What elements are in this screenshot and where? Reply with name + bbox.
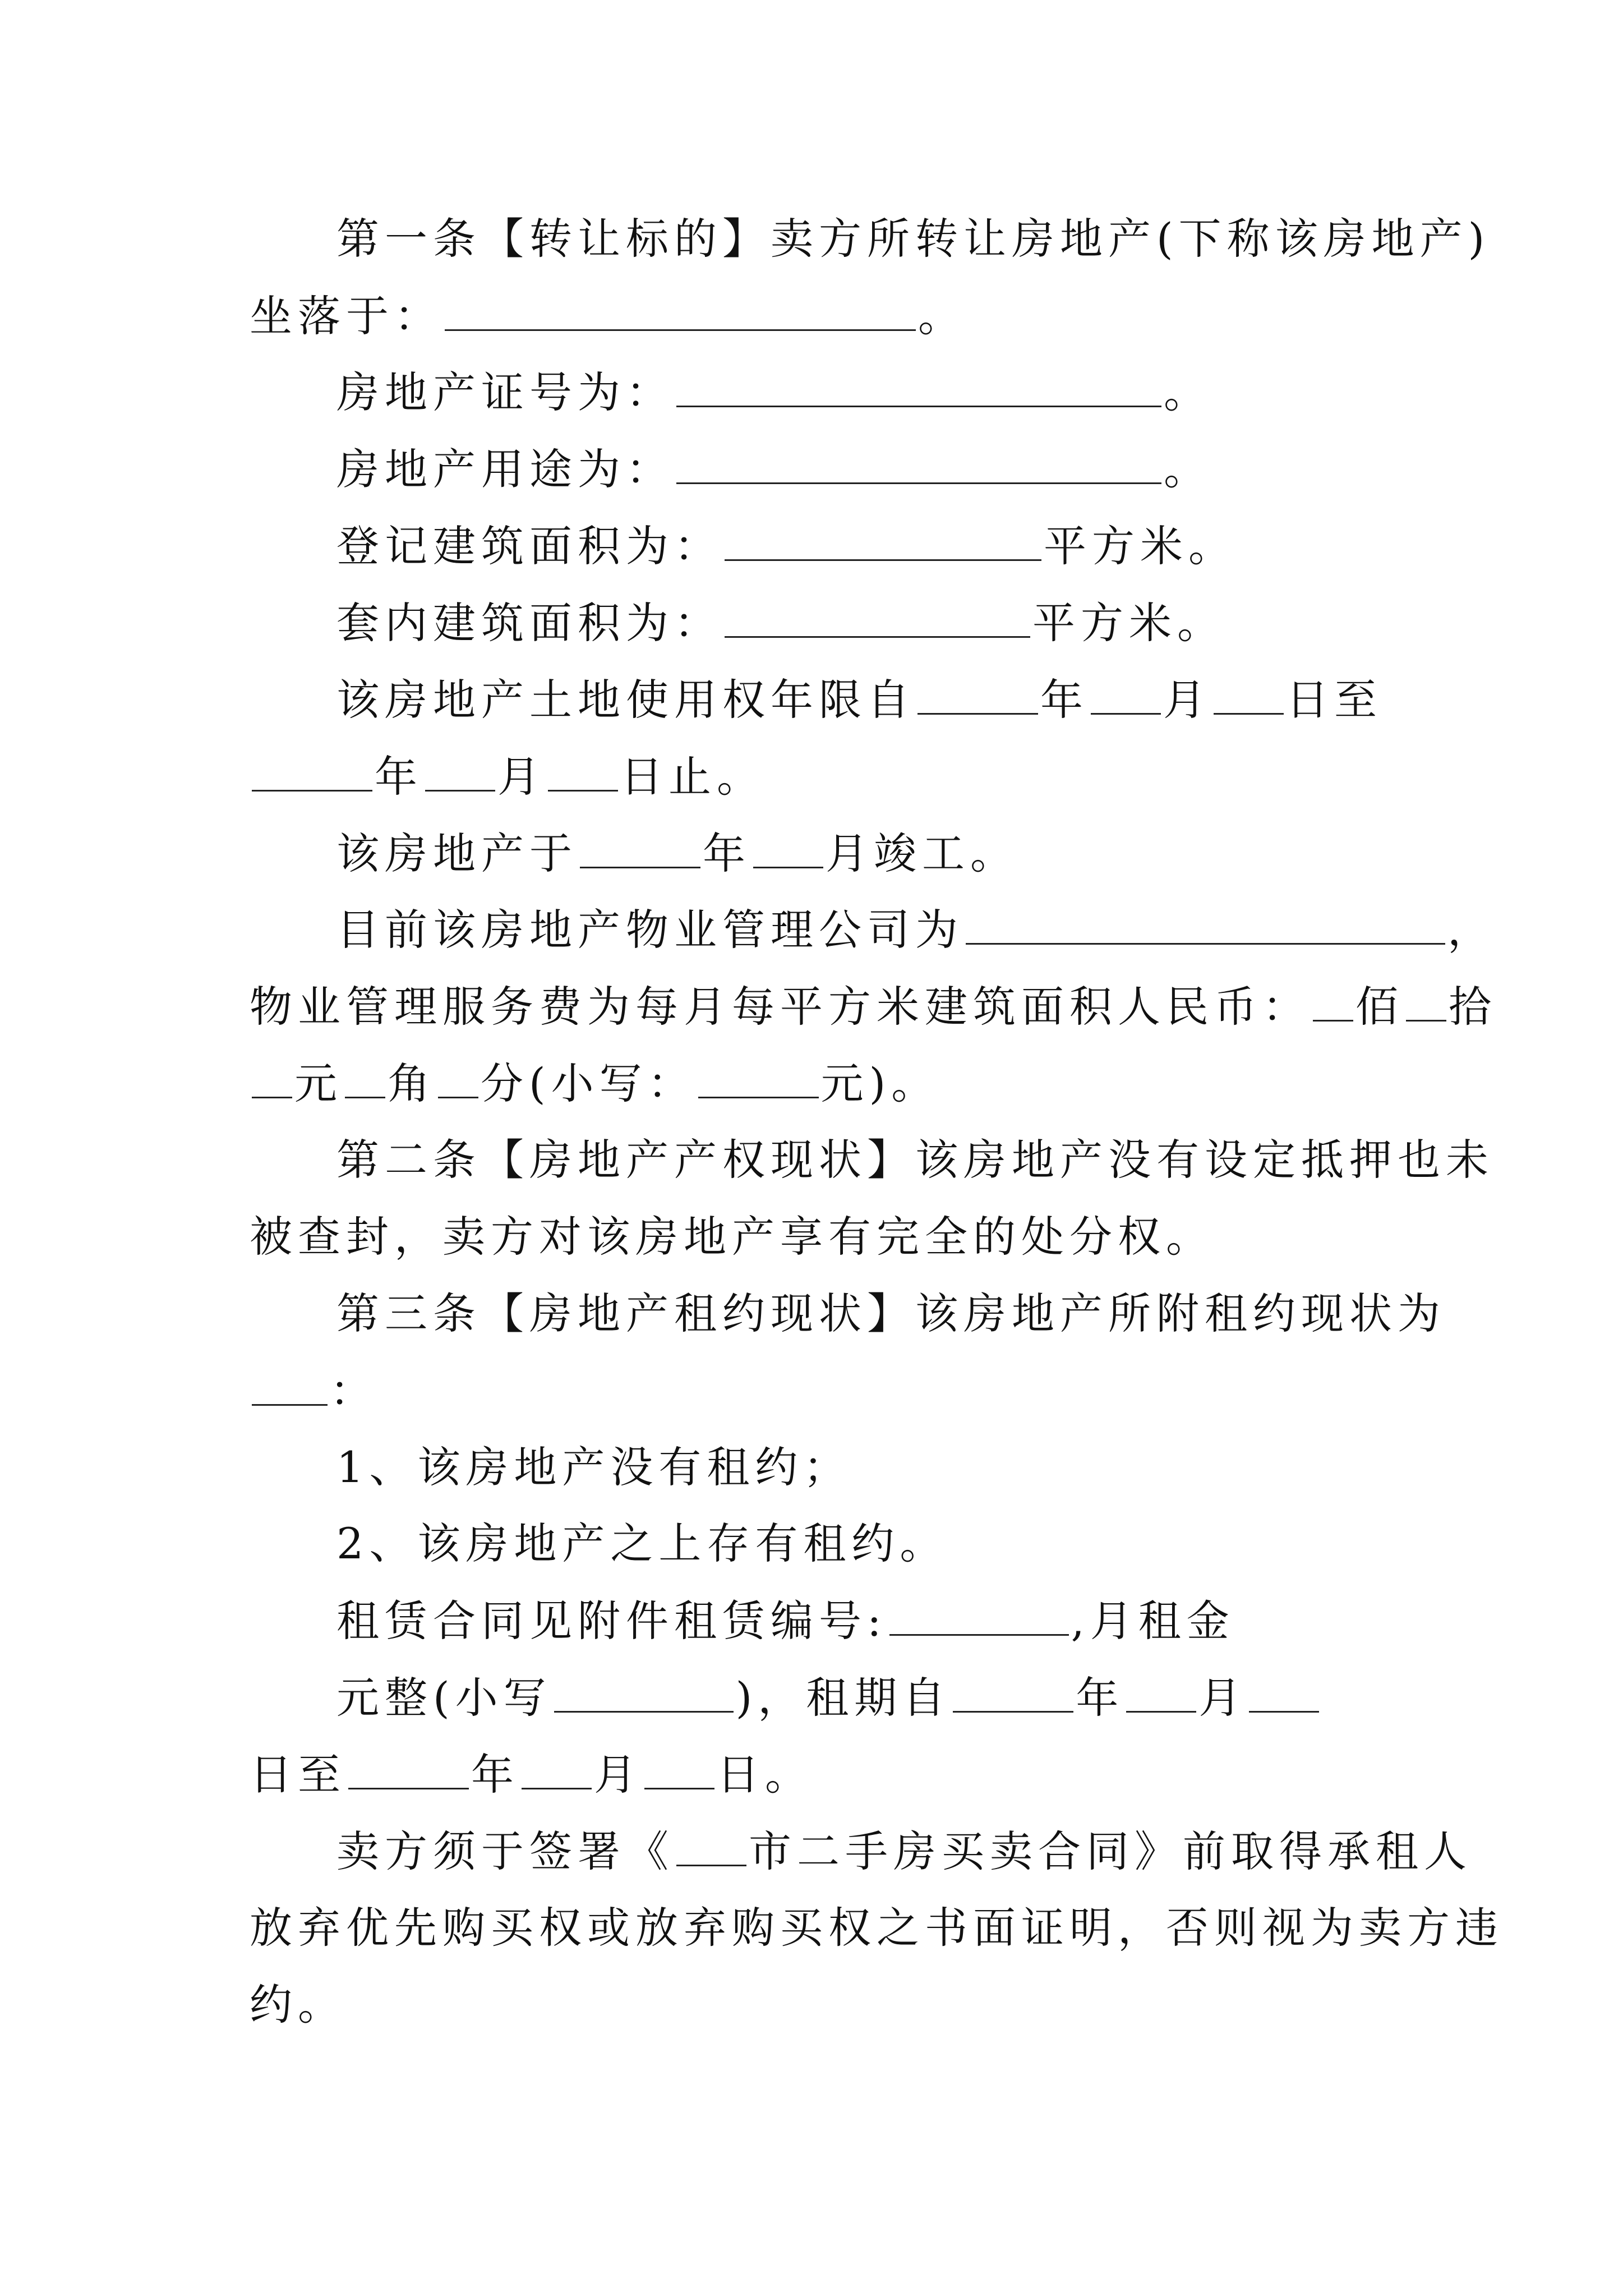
rent-yuan-label: 元整(小写 xyxy=(336,1673,552,1723)
year-label: 年 xyxy=(1076,1673,1124,1723)
lease-end-month-blank[interactable] xyxy=(522,1746,592,1789)
day-end-label: 日。 xyxy=(717,1750,813,1800)
cert-label: 房地产证号为： xyxy=(336,367,674,417)
land-start-month-blank[interactable] xyxy=(1091,671,1161,715)
inner-area-line xyxy=(336,595,1225,651)
location-line xyxy=(250,288,966,344)
day-end-label: 日止。 xyxy=(620,752,765,802)
cert-end: 。 xyxy=(1164,367,1212,417)
lease-end-year-blank[interactable] xyxy=(348,1746,469,1789)
lease-end-day-blank[interactable] xyxy=(644,1746,714,1789)
waiver-text-2: 放弃优先购买权或放弃购买权之书面证明，否则视为卖方违 xyxy=(250,1903,1504,1953)
land-term-line2 xyxy=(250,748,765,804)
built-month-blank[interactable] xyxy=(753,825,823,868)
inner-area-label: 套内建筑面积为： xyxy=(336,598,722,648)
land-start-year-blank[interactable] xyxy=(917,671,1038,715)
yuan-label: 元 xyxy=(294,1059,343,1108)
shi-label: 拾 xyxy=(1449,982,1497,1032)
year-label: 年 xyxy=(1040,675,1089,725)
day-to-label: 日至 xyxy=(250,1750,346,1800)
colon-label: ： xyxy=(330,1366,378,1416)
fee-fen-blank[interactable] xyxy=(438,1055,478,1098)
waiver-text-3: 约。 xyxy=(250,1980,346,2030)
fee-line2 xyxy=(250,1055,939,1111)
reg-area-line xyxy=(336,518,1237,574)
fee-yuan-blank[interactable] xyxy=(252,1055,292,1098)
article2-line1 xyxy=(336,1132,1494,1188)
month-label: 月 xyxy=(1163,675,1211,725)
article2-line2 xyxy=(250,1209,1214,1265)
article1-heading: 第一条【转让标的】卖方所转让房地产(下称该房地产) xyxy=(336,214,1491,264)
cert-line xyxy=(336,364,1212,420)
article3-line2 xyxy=(250,1363,378,1419)
fee-small-blank[interactable] xyxy=(698,1055,819,1098)
built-end: 月竣工。 xyxy=(826,829,1018,878)
city-blank[interactable] xyxy=(676,1823,746,1866)
waiver-line1 xyxy=(336,1823,1472,1879)
fee-jiao-blank[interactable] xyxy=(345,1055,385,1098)
land-term-line1 xyxy=(336,671,1382,728)
reg-area-unit: 平方米。 xyxy=(1044,521,1237,571)
option-no-lease: 1、该房地产没有租约； xyxy=(336,1442,852,1492)
article2-text: 被查封，卖方对该房地产享有完全的处分权。 xyxy=(250,1212,1214,1262)
mgmt-line xyxy=(336,901,1496,958)
month-label: 月 xyxy=(594,1750,642,1800)
usage-blank[interactable] xyxy=(676,441,1161,484)
usage-line xyxy=(336,441,1212,497)
rent-small-blank[interactable] xyxy=(554,1669,734,1713)
waiver-line2 xyxy=(250,1900,1504,1956)
location-label: 坐落于： xyxy=(250,291,442,341)
fee-shi-blank[interactable] xyxy=(1406,978,1446,1022)
fen-label: 分(小写： xyxy=(481,1059,696,1108)
built-line xyxy=(336,825,1018,881)
rent-label: ,月租金 xyxy=(1071,1596,1235,1646)
reg-area-label: 登记建筑面积为： xyxy=(336,521,722,571)
land-end-day-blank[interactable] xyxy=(548,748,618,792)
location-blank[interactable] xyxy=(445,288,916,331)
lease-number-label: 租赁合同见附件租赁编号: xyxy=(336,1596,887,1646)
waiver-text-b: 市二手房买卖合同》前取得承租人 xyxy=(749,1826,1472,1876)
day-to-label: 日至 xyxy=(1286,675,1382,725)
lease-status-blank[interactable] xyxy=(252,1363,328,1406)
option2-line xyxy=(336,1516,948,1572)
waiver-text-a: 卖方须于签署《 xyxy=(336,1826,674,1876)
inner-area-blank[interactable] xyxy=(725,595,1030,638)
waiver-line3 xyxy=(250,1977,346,2033)
land-end-year-blank[interactable] xyxy=(252,748,372,792)
article2-heading: 第二条【房地产产权现状】该房地产没有设定抵押也未 xyxy=(336,1135,1494,1185)
lease-term-label: )，租期自 xyxy=(735,1673,951,1723)
month-label: 月 xyxy=(1198,1673,1247,1723)
location-end: 。 xyxy=(918,291,966,341)
article3-heading: 第三条【房地产租约现状】该房地产所附租约现状为 xyxy=(336,1289,1446,1338)
article1-line1 xyxy=(336,211,1490,267)
lease-line2 xyxy=(336,1669,1321,1726)
lease-start-year-blank[interactable] xyxy=(953,1669,1073,1713)
built-year-blank[interactable] xyxy=(580,825,700,868)
fee-line1 xyxy=(250,978,1497,1034)
jiao-label: 角 xyxy=(388,1059,436,1108)
month-label: 月 xyxy=(497,752,546,802)
land-start-day-blank[interactable] xyxy=(1214,671,1284,715)
built-label: 该房地产于 xyxy=(336,829,578,878)
article3-line1 xyxy=(336,1286,1446,1342)
reg-area-blank[interactable] xyxy=(725,518,1041,561)
usage-label: 房地产用途为： xyxy=(336,444,674,494)
year-label: 年 xyxy=(471,1750,519,1800)
lease-line3 xyxy=(250,1746,813,1802)
usage-end: 。 xyxy=(1164,444,1212,494)
lease-start-day-blank[interactable] xyxy=(1249,1669,1319,1713)
bai-label: 佰 xyxy=(1355,982,1404,1032)
year-label: 年 xyxy=(375,752,423,802)
land-term-label: 该房地产土地使用权年限自 xyxy=(336,675,915,725)
fee-label: 物业管理服务费为每月每平方米建筑面积人民币： xyxy=(250,982,1311,1032)
mgmt-label: 目前该房地产物业管理公司为 xyxy=(336,905,963,955)
mgmt-company-blank[interactable] xyxy=(966,901,1445,945)
mgmt-end: ， xyxy=(1447,905,1496,955)
option-has-lease: 2、该房地产之上存有租约。 xyxy=(336,1519,948,1568)
land-end-month-blank[interactable] xyxy=(425,748,495,792)
option1-line xyxy=(336,1439,851,1496)
cert-blank[interactable] xyxy=(676,364,1161,407)
lease-line1 xyxy=(336,1593,1235,1649)
yuan-close-label: 元)。 xyxy=(820,1059,940,1108)
lease-start-month-blank[interactable] xyxy=(1126,1669,1196,1713)
fee-bai-blank[interactable] xyxy=(1313,978,1353,1022)
year-label: 年 xyxy=(703,829,751,878)
inner-area-unit: 平方米。 xyxy=(1032,598,1225,648)
lease-number-blank[interactable] xyxy=(889,1593,1069,1636)
